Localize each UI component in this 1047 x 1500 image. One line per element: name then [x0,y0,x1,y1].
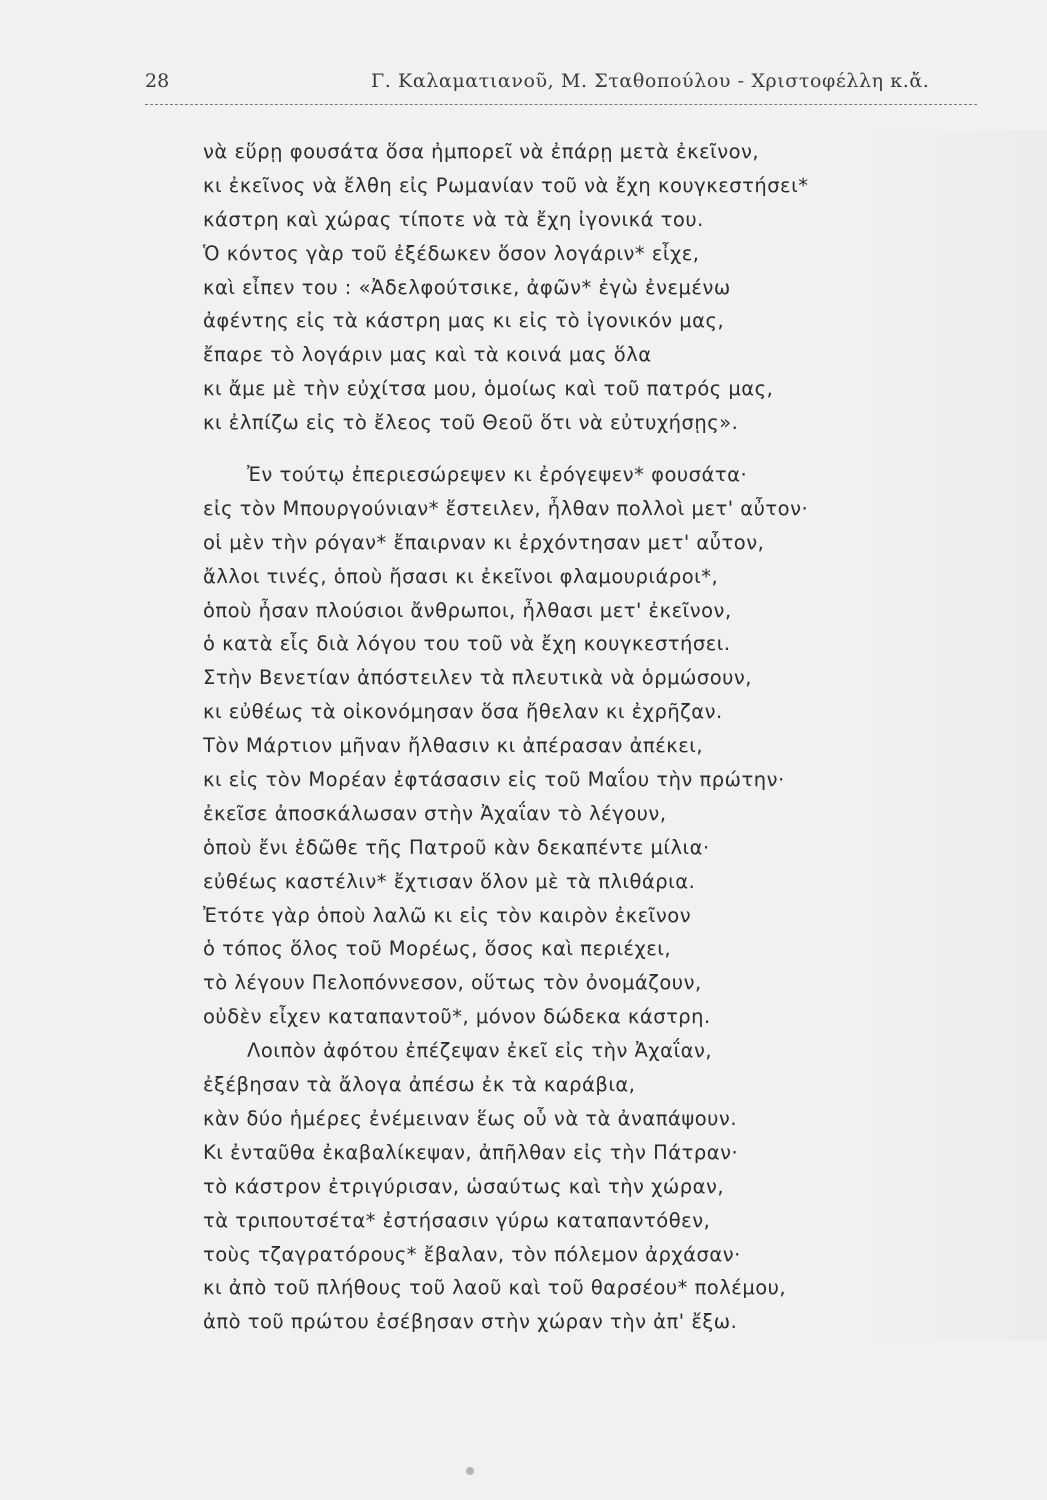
verse-line: ὁ τόπος ὅλος τοῦ Μορέως, ὅσος καὶ περιέχει, [203,937,672,961]
header-title: Γ. Καλαματιανοῦ, Μ. Σταθοπούλου - Χριστοφέλλη κ.ἄ. [371,70,930,92]
verse-line: κι ἐκεῖνος νὰ ἔλθη εἰς Ρωμανίαν τοῦ νὰ ἔχη κουγκεστήσει* [203,173,809,197]
verse-line: ἀφέντης εἰς τὰ κάστρη μας κι εἰς τὸ ἰγονικόν μας, [203,309,725,333]
verse-line: Ὁ κόντος γὰρ τοῦ ἐξέδωκεν ὅσον λογάριν* εἶχε, [203,241,700,265]
verse-line: ὁποὺ ἔνι ἐδῶθε τῆς Πατροῦ κὰν δεκαπέντε μίλια· [203,835,710,859]
verse-line: ἐκεῖσε ἀποσκάλωσαν στὴν Ἀχαΐαν τὸ λέγουν, [203,801,667,825]
verse-line: τὰ τριπουτσέτα* ἐστήσασιν γύρω καταπαντόθεν, [203,1208,711,1232]
verse-line: ἀπὸ τοῦ πρώτου ἐσέβησαν στὴν χώραν τὴν ἀπ' ἔξω. [203,1310,738,1334]
verse-line: ὁποὺ ἦσαν πλούσιοι ἄνθρωποι, ἦλθασι μετ' ἐκεῖνον, [203,598,732,622]
verse-line: Ἐτότε γὰρ ὁποὺ λαλῶ κι εἰς τὸν καιρὸν ἐκεῖνον [203,903,692,927]
verse-line: ἔπαρε τὸ λογάριν μας καὶ τὰ κοινά μας ὅλα [203,343,652,367]
stanza-gap [203,440,963,458]
verse-line: κι εἰς τὸν Μορέαν ἐφτάσασιν εἰς τοῦ Μαΐου τὴν πρώτην· [203,768,785,792]
verse-line: κι ἀπὸ τοῦ πλήθους τοῦ λαοῦ καὶ τοῦ θαρσέου* πολέμου, [203,1276,787,1300]
running-head [145,70,975,102]
verse-line: εὐθέως καστέλιν* ἔχτισαν ὅλον μὲ τὰ πλιθάρια. [203,869,696,893]
verse-line: κι ἐλπίζω εἰς τὸ ἔλεος τοῦ Θεοῦ ὅτι νὰ εὐτυχήσῃς». [203,411,739,435]
verse-line: Τὸν Μάρτιον μῆναν ἤλθασιν κι ἀπέρασαν ἀπέκει, [203,734,704,758]
verse-line: Ἐν τούτῳ ἐπεριεσώρεψεν κι ἐρόγεψεν* φουσάτα· [247,463,748,487]
verse-line: τοὺς τζαγρατόρους* ἔβαλαν, τὸν πόλεμον ἀρχάσαν· [203,1242,741,1266]
verse-line: καὶ εἶπεν του : «Ἀδελφούτσικε, ἀφῶν* ἐγὼ ἐνεμένω [203,275,731,299]
verse-line: Λοιπὸν ἀφότου ἐπέζεψαν ἐκεῖ εἰς τὴν Ἀχαΐαν, [247,1039,713,1063]
verse-line: ἐξέβησαν τὰ ἄλογα ἀπέσω ἐκ τὰ καράβια, [203,1073,636,1097]
verse-line: οὐδὲν εἶχεν καταπαντοῦ*, μόνον δώδεκα κάστρη. [203,1005,711,1029]
verse-line: τὸ λέγουν Πελοπόννεσον, οὕτως τὸν ὀνομάζουν, [203,971,702,995]
verse-line: κάστρη καὶ χώρας τίποτε νὰ τὰ ἔχη ἰγονικά του. [203,207,704,231]
ink-speck [466,1467,474,1475]
header-rule [145,104,977,105]
verse-line: οἱ μὲν τὴν ρόγαν* ἔπαιρναν κι ἐρχόντησαν μετ' αὖτον, [203,530,765,554]
verse-line: Κι ἐνταῦθα ἐκαβαλίκεψαν, ἀπῆλθαν εἰς τὴν Πάτραν· [203,1140,739,1164]
verse-line: κι εὐθέως τὰ οἰκονόμησαν ὅσα ἤθελαν κι ἐχρῆζαν. [203,700,723,724]
verse-line: νὰ εὕρῃ φουσάτα ὅσα ἠμπορεῖ νὰ ἐπάρῃ μετὰ ἐκεῖνον, [203,140,760,163]
verse-line: εἰς τὸν Μπουργούνιαν* ἔστειλεν, ἦλθαν πολλοὶ μετ' αὖτον· [203,496,809,520]
verse-line: ὁ κατὰ εἷς διὰ λόγου του τοῦ νὰ ἔχη κουγκεστήσει. [203,632,731,656]
verse-line: Στὴν Βενετίαν ἀπόστειλεν τὰ πλευτικὰ νὰ ὁρμώσουν, [203,666,753,690]
verse-line: κι ἄμε μὲ τὴν εὐχίτσα μου, ὁμοίως καὶ τοῦ πατρός μας, [203,377,774,401]
verse-text [203,135,963,1339]
verse-line: τὸ κάστρον ἐτριγύρισαν, ὡσαύτως καὶ τὴν χώραν, [203,1174,725,1198]
verse-line: ἄλλοι τινές, ὁποὺ ἤσασι κι ἐκεῖνοι φλαμουριάροι*, [203,564,719,588]
verse-line: κὰν δύο ἡμέρες ἐνέμειναν ἕως οὗ νὰ τὰ ἀναπάψουν. [203,1106,738,1130]
page-number: 28 [145,70,170,92]
